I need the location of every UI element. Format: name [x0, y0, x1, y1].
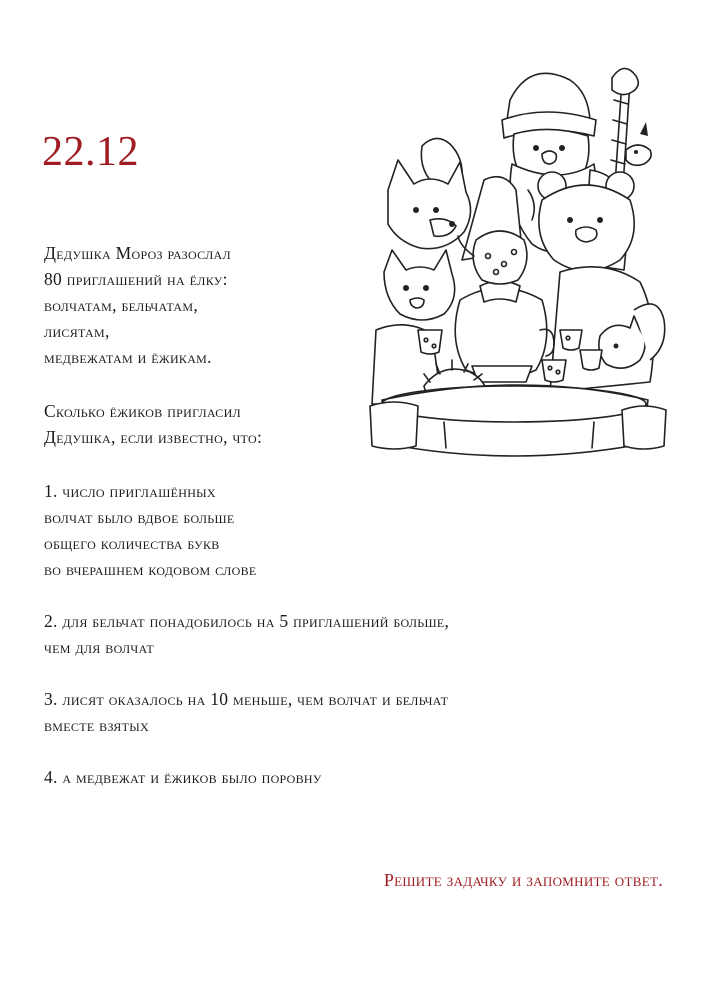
condition-4: [44, 764, 644, 790]
closing-instruction: Решите задачку и запомните ответ.: [383, 870, 663, 890]
condition-1: [44, 478, 644, 582]
condition-line: 2. для бельчат понадобилось на 5 приглашений больше,: [44, 611, 450, 631]
condition-2: [44, 608, 644, 660]
condition-line: 3. лисят оказалось на 10 меньше, чем волчат и бельчат: [44, 689, 449, 709]
question-line: Дедушка, если известно, что:: [44, 427, 263, 447]
intro-line: 80 приглашений на ёлку:: [44, 269, 228, 289]
condition-line: волчат было вдвое больше: [44, 507, 235, 527]
question-line: Сколько ёжиков пригласил: [44, 401, 241, 421]
condition-3: [44, 686, 644, 738]
intro-paragraph: [44, 240, 644, 370]
condition-line: во вчерашнем кодовом слове: [44, 559, 257, 579]
intro-line: Дедушка Мороз разослал: [44, 243, 231, 263]
condition-line: общего количества букв: [44, 533, 220, 553]
intro-line: лисятам,: [44, 321, 110, 341]
condition-line: чем для волчат: [44, 637, 155, 657]
condition-line: 1. число приглашённых: [44, 481, 216, 501]
question-paragraph: [44, 398, 644, 450]
intro-line: волчатам, бельчатам,: [44, 295, 199, 315]
date-heading: 22.12: [42, 129, 139, 175]
condition-line: 4. а медвежат и ёжиков было поровну: [44, 767, 322, 787]
condition-line: вместе взятых: [44, 715, 149, 735]
intro-line: медвежатам и ёжикам.: [44, 347, 212, 367]
